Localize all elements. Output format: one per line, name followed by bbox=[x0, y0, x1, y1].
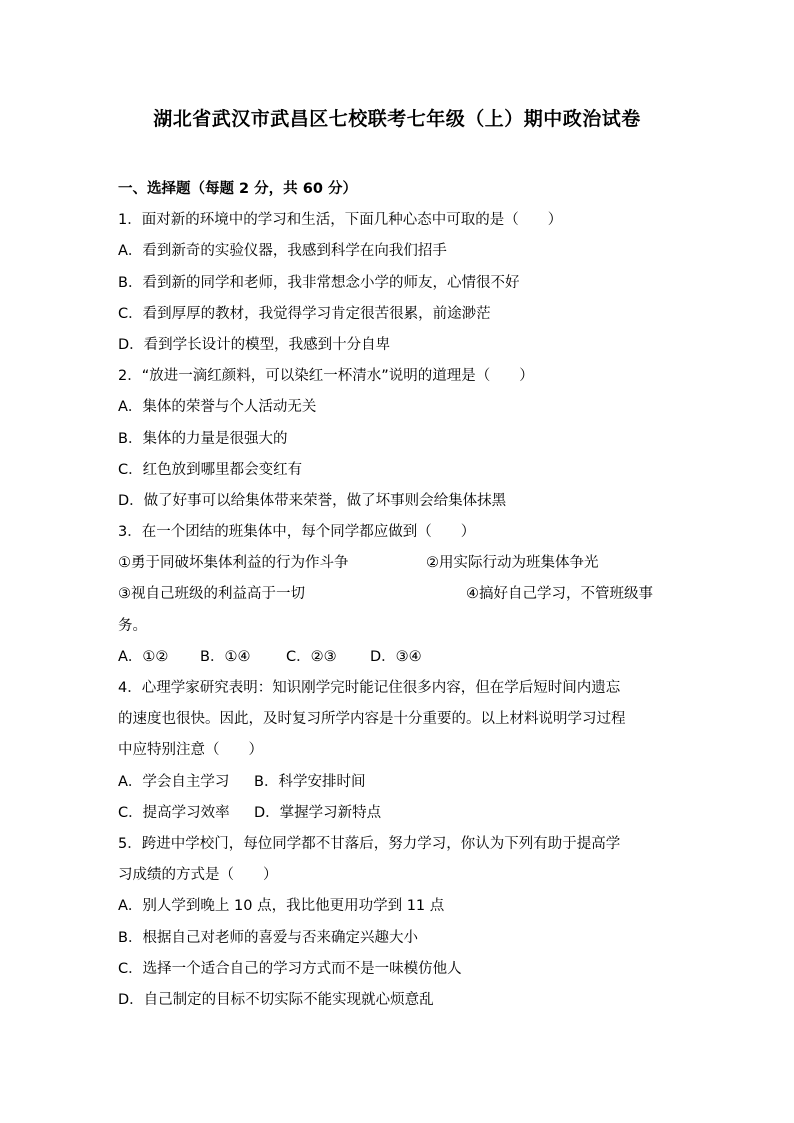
exam-content bbox=[118, 174, 678, 1016]
q2-stem: 2．“放进一滴红颜料，可以染红一杯清水”说明的道理是（ ） bbox=[118, 368, 534, 385]
q3-statement-4-continued: 务。 bbox=[118, 617, 147, 634]
q3-stem: 3．在一个团结的班集体中，每个同学都应做到（ ） bbox=[118, 524, 476, 541]
q1-option-d: D．看到学长设计的模型，我感到十分自卑 bbox=[118, 336, 391, 353]
q3-statement-2: ②用实际行动为班集体争光 bbox=[426, 555, 599, 572]
q2-option-b: B．集体的力量是很强大的 bbox=[118, 430, 288, 447]
q4-options-row-1 bbox=[118, 767, 678, 798]
q4-options-row-2 bbox=[118, 798, 678, 829]
q1-option-a: A．看到新奇的实验仪器，我感到科学在向我们招手 bbox=[118, 243, 447, 260]
q3-statement-1: ①勇于同破坏集体利益的行为作斗争 bbox=[118, 555, 349, 572]
q5-option-a: A．别人学到晚上 10 点，我比他更用功学到 11 点 bbox=[118, 898, 445, 915]
q2-option-a: A．集体的荣誉与个人活动无关 bbox=[118, 399, 317, 416]
page-title: 湖北省武汉市武昌区七校联考七年级（上）期中政治试卷 bbox=[153, 108, 641, 130]
q4-stem-line-2: 的速度也很快。因此，及时复习所学内容是十分重要的。以上材料说明学习过程 bbox=[118, 711, 626, 728]
q3-option-a: A．①② bbox=[118, 648, 169, 665]
q1-option-c: C．看到厚厚的教材，我觉得学习肯定很苦很累，前途渺茫 bbox=[118, 305, 491, 322]
q3-statement-4: ④搞好自己学习，不管班级事 bbox=[466, 586, 653, 603]
q3-option-d: D．③④ bbox=[370, 648, 422, 665]
q4-stem-line-1: 4．心理学家研究表明：知识刚学完时能记住很多内容，但在学后短时间内遗忘 bbox=[118, 680, 621, 696]
q4-option-b: B．科学安排时间 bbox=[254, 773, 366, 790]
q4-stem-line-3: 中应特别注意（ ） bbox=[118, 742, 263, 759]
q4-option-a: A．学会自主学习 bbox=[118, 773, 230, 790]
q4-option-c: C．提高学习效率 bbox=[118, 804, 230, 821]
q3-option-b: B．①④ bbox=[200, 648, 251, 665]
q1-option-b: B．看到新的同学和老师，我非常想念小学的师友，心情很不好 bbox=[118, 274, 520, 291]
q1-stem: 1．面对新的环境中的学习和生活，下面几种心态中可取的是（ ） bbox=[118, 212, 563, 229]
q2-option-c: C．红色放到哪里都会变红有 bbox=[118, 461, 303, 478]
q3-statement-3: ③视自己班级的利益高于一切 bbox=[118, 586, 305, 603]
q3-statements-row-1 bbox=[118, 548, 678, 579]
q5-option-d: D．自己制定的目标不切实际不能实现就心烦意乱 bbox=[118, 991, 434, 1008]
q5-option-c: C．选择一个适合自己的学习方式而不是一味模仿他人 bbox=[118, 960, 462, 977]
q5-stem-line-1: 5．跨进中学校门，每位同学都不甘落后，努力学习，你认为下列有助于提高学 bbox=[118, 835, 621, 852]
q3-option-c: C．②③ bbox=[286, 648, 337, 665]
q5-stem-line-2: 习成绩的方式是（ ） bbox=[118, 867, 278, 884]
q5-option-b: B．根据自己对老师的喜爱与否来确定兴趣大小 bbox=[118, 929, 418, 946]
q2-option-d: D．做了好事可以给集体带来荣誉，做了坏事则会给集体抹黑 bbox=[118, 492, 507, 509]
q3-statements-row-2 bbox=[118, 579, 678, 610]
section-heading: 一、选择题（每题 2 分，共 60 分） bbox=[118, 181, 357, 197]
q3-options bbox=[118, 642, 678, 673]
q4-option-d: D．掌握学习新特点 bbox=[254, 804, 382, 821]
